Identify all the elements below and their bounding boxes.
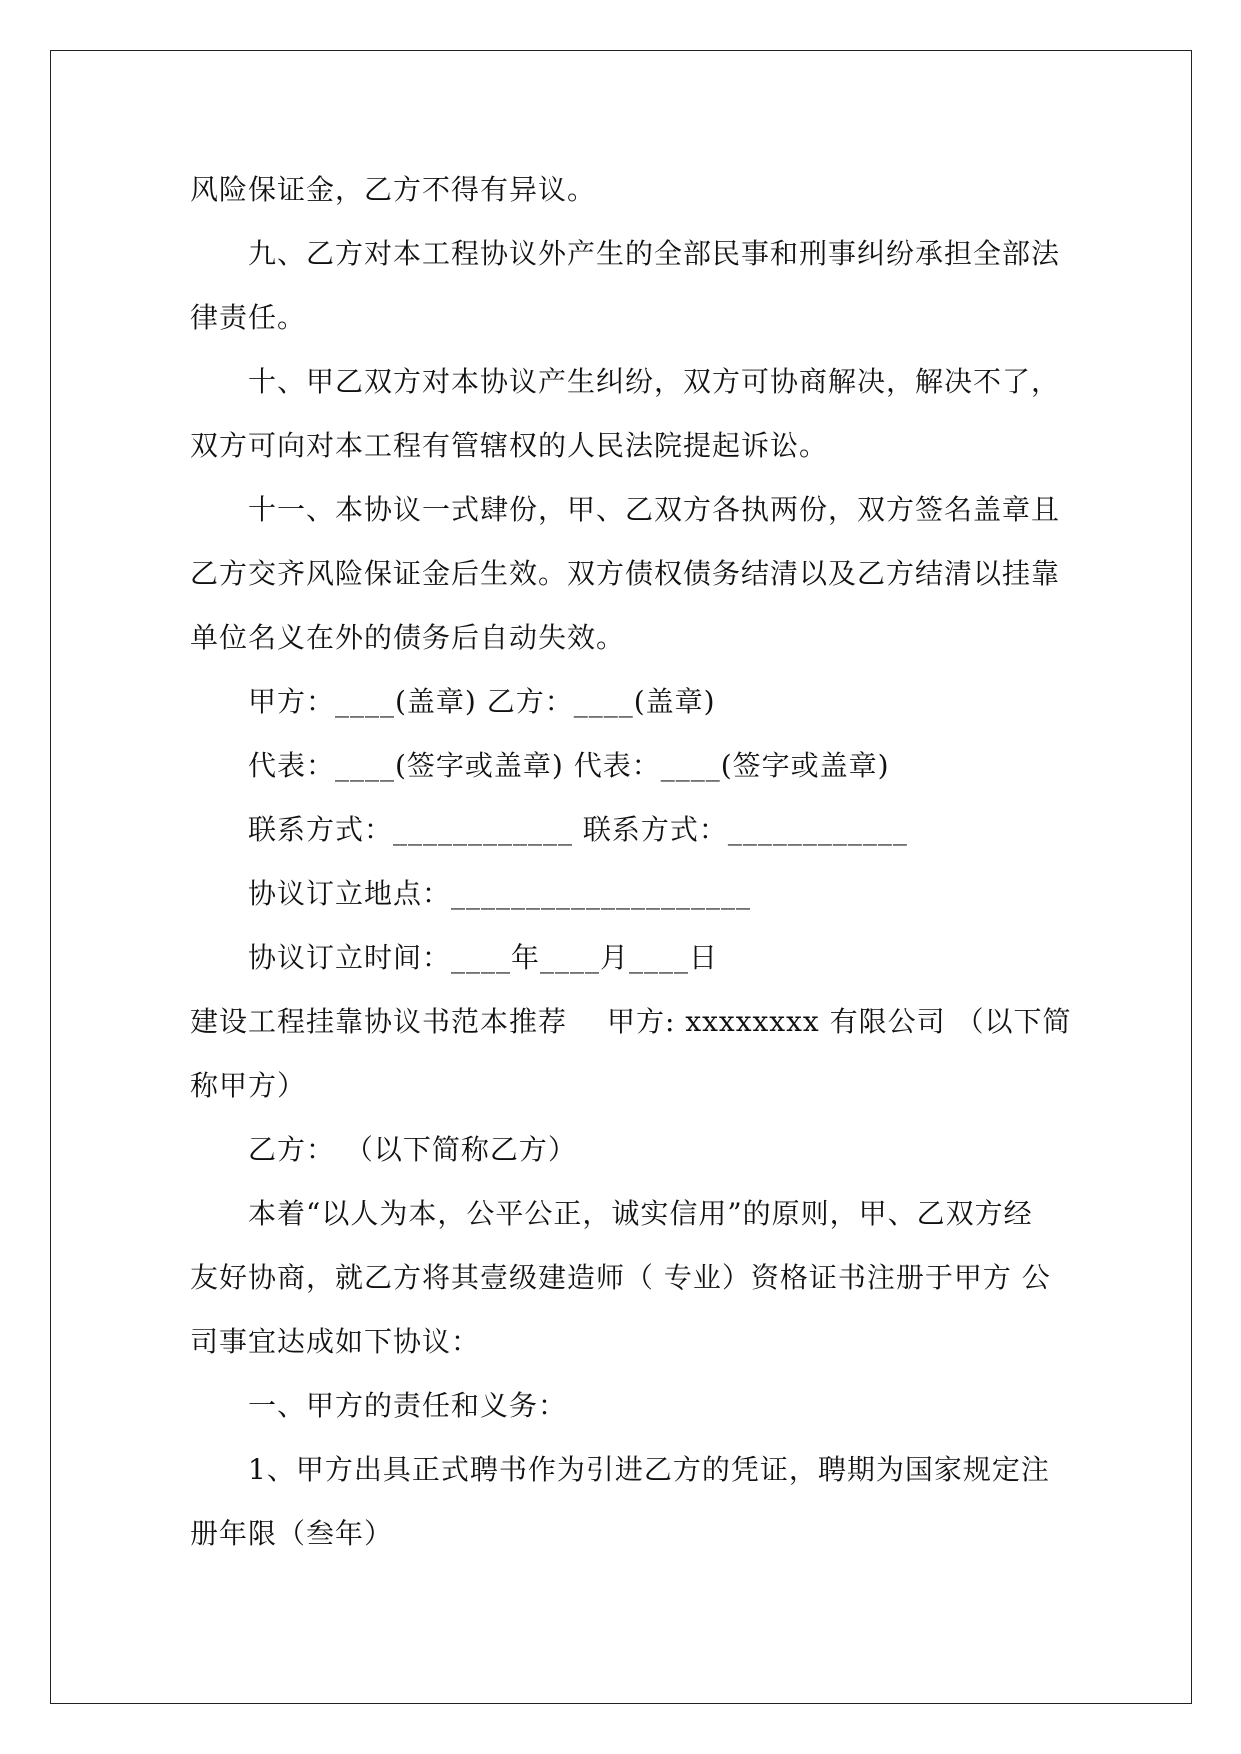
signature-line-date: 协议订立时间：____年____月____日 xyxy=(248,941,719,974)
section-heading-line xyxy=(190,990,1072,1054)
signature-line-party: 甲方：____(盖章) 乙方：____(盖章) xyxy=(248,685,716,718)
paragraph-line: 单位名义在外的债务后自动失效。 xyxy=(190,621,626,654)
paragraph-line: 1、甲方出具正式聘书作为引进乙方的凭证，聘期为国家规定注 xyxy=(248,1453,1050,1486)
paragraph-line: 风险保证金，乙方不得有异议。 xyxy=(190,173,597,206)
signature-line-place: 协议订立地点：____________________ xyxy=(248,877,752,910)
paragraph-line: 友好协商，就乙方将其壹级建造师（ 专业）资格证书注册于甲方 公 xyxy=(190,1261,1051,1294)
paragraph-line: 律责任。 xyxy=(190,301,307,334)
paragraph-line: 册年限（叁年） xyxy=(190,1517,394,1550)
paragraph-line: 十一、本协议一式肆份，甲、乙双方各执两份，双方签名盖章且 xyxy=(248,493,1061,526)
party-a-intro: 甲方: xxxxxxxx 有限公司 （以下简 xyxy=(607,1005,1072,1038)
signature-line-representative: 代表：____(签字或盖章) 代表：____(签字或盖章) xyxy=(248,749,890,782)
signature-line-contact: 联系方式：____________ 联系方式：____________ xyxy=(248,813,908,846)
paragraph-line: 乙方： （以下简称乙方） xyxy=(248,1133,577,1166)
paragraph-line: 乙方交齐风险保证金后生效。双方债权债务结清以及乙方结清以挂靠 xyxy=(190,557,1061,590)
paragraph-line: 称甲方） xyxy=(190,1069,307,1102)
paragraph-line: 双方可向对本工程有管辖权的人民法院提起诉讼。 xyxy=(190,429,829,462)
paragraph-line: 本着“以人为本，公平公正，诚实信用”的原则，甲、乙双方经 xyxy=(248,1197,1033,1230)
paragraph-line: 十、甲乙双方对本协议产生纠纷，双方可协商解决，解决不了， xyxy=(248,365,1061,398)
document-body xyxy=(190,158,1072,1566)
clause-heading: 一、甲方的责任和义务： xyxy=(248,1389,568,1422)
section-title: 建设工程挂靠协议书范本推荐 xyxy=(190,1005,568,1038)
paragraph-line: 九、乙方对本工程协议外产生的全部民事和刑事纠纷承担全部法 xyxy=(248,237,1061,270)
paragraph-line: 司事宜达成如下协议： xyxy=(190,1325,481,1358)
